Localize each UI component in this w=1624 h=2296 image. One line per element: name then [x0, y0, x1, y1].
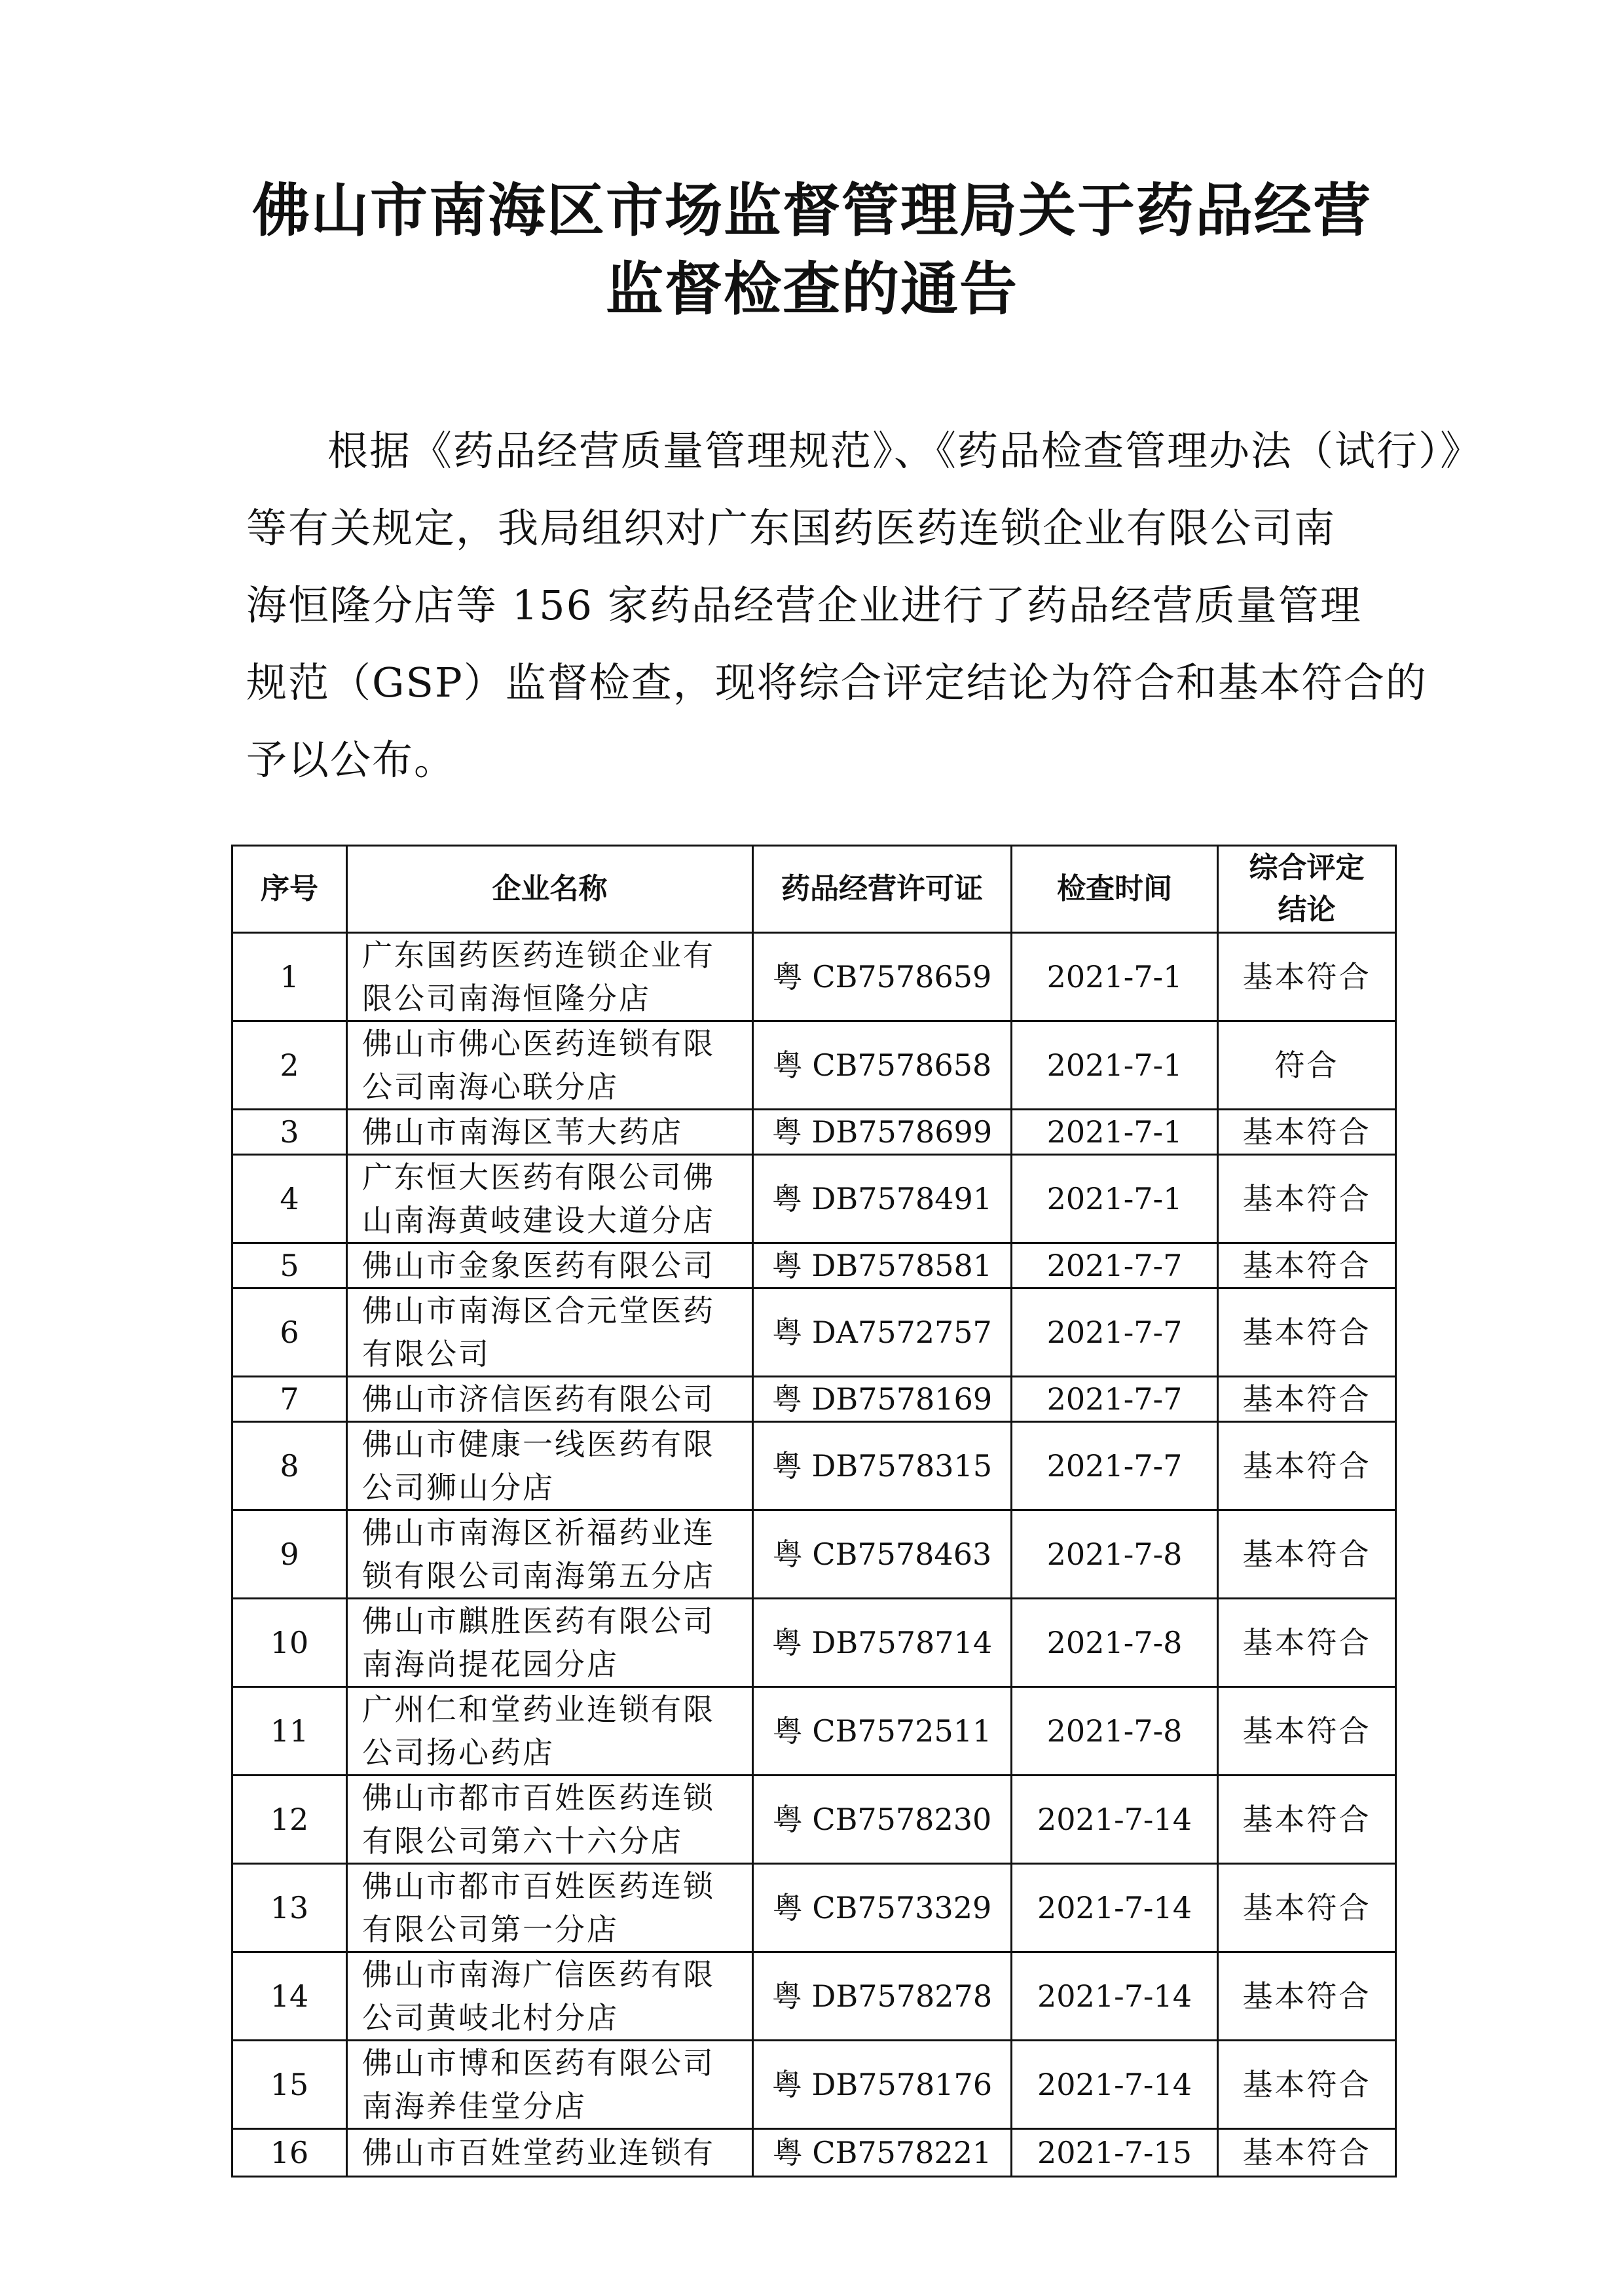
cell-date: 2021-7-14: [1012, 2041, 1218, 2129]
cell-name: [347, 1110, 753, 1155]
cell-name-line1: 佛山市南海区祈福药业连: [362, 1515, 715, 1550]
cell-name: [347, 2041, 753, 2129]
cell-no: 13: [232, 1864, 347, 1952]
cell-no: 2: [232, 1021, 347, 1110]
cell-result: 基本符合: [1218, 2041, 1396, 2129]
cell-license: 粤 DB7578169: [753, 1377, 1012, 1422]
cell-name-line1: 佛山市金象医药有限公司: [362, 1248, 715, 1283]
table-header-row: [232, 846, 1396, 933]
cell-name-line1: 佛山市南海区苇大药店: [362, 1114, 683, 1150]
cell-name: [347, 1021, 753, 1110]
cell-license: 粤 DB7578581: [753, 1243, 1012, 1288]
cell-result: 基本符合: [1218, 1422, 1396, 1510]
cell-license: 粤 CB7578221: [753, 2129, 1012, 2177]
table-row: [232, 1243, 1396, 1288]
cell-result: 符合: [1218, 1021, 1396, 1110]
title-line-1: 佛山市南海区市场监督管理局关于药品经营: [251, 177, 1372, 244]
cell-license: 粤 DB7578176: [753, 2041, 1012, 2129]
table-row: [232, 2041, 1396, 2129]
cell-no: 7: [232, 1377, 347, 1422]
cell-result: 基本符合: [1218, 2129, 1396, 2177]
cell-license: 粤 CB7573329: [753, 1864, 1012, 1952]
cell-name-line1: 广东恒大医药有限公司佛: [362, 1159, 715, 1195]
cell-no: 10: [232, 1599, 347, 1687]
cell-no: 9: [232, 1510, 347, 1599]
cell-license: 粤 DB7578699: [753, 1110, 1012, 1155]
table-row: [232, 2129, 1396, 2177]
cell-no: 12: [232, 1776, 347, 1864]
cell-date: 2021-7-15: [1012, 2129, 1218, 2177]
cell-result: 基本符合: [1218, 1288, 1396, 1377]
cell-name: [347, 1288, 753, 1377]
cell-result: 基本符合: [1218, 1599, 1396, 1687]
notice-paragraph: [246, 412, 1483, 799]
inspection-results-table: [231, 845, 1397, 2178]
cell-result: 基本符合: [1218, 1687, 1396, 1776]
cell-date: 2021-7-7: [1012, 1243, 1218, 1288]
cell-license: 粤 CB7578658: [753, 1021, 1012, 1110]
cell-date: 2021-7-1: [1012, 1110, 1218, 1155]
cell-name: [347, 1952, 753, 2041]
cell-name-line1: 佛山市麒胜医药有限公司: [362, 1603, 715, 1639]
cell-name-line2: 公司狮山分店: [362, 1470, 555, 1505]
table-row: [232, 1687, 1396, 1776]
cell-no: 15: [232, 2041, 347, 2129]
cell-no: 16: [232, 2129, 347, 2177]
table-row: [232, 1599, 1396, 1687]
cell-result: 基本符合: [1218, 1864, 1396, 1952]
cell-name-line2: 有限公司: [362, 1336, 490, 1372]
table-row: [232, 1377, 1396, 1422]
cell-date: 2021-7-8: [1012, 1599, 1218, 1687]
cell-date: 2021-7-7: [1012, 1377, 1218, 1422]
cell-name-line2: 公司南海心联分店: [362, 1069, 619, 1104]
cell-result: 基本符合: [1218, 1510, 1396, 1599]
cell-name-line2: 锁有限公司南海第五分店: [362, 1558, 715, 1594]
table-row: [232, 1155, 1396, 1243]
cell-name-line1: 广州仁和堂药业连锁有限: [362, 1692, 715, 1727]
cell-name: [347, 1377, 753, 1422]
cell-name-line2: 公司黄岐北村分店: [362, 2000, 619, 2035]
cell-name-line1: 佛山市济信医药有限公司: [362, 1381, 715, 1417]
cell-date: 2021-7-14: [1012, 1952, 1218, 2041]
cell-no: 5: [232, 1243, 347, 1288]
cell-date: 2021-7-1: [1012, 1021, 1218, 1110]
cell-name-line1: 佛山市佛心医药连锁有限: [362, 1026, 715, 1061]
cell-name-line2: 山南海黄岐建设大道分店: [362, 1203, 715, 1238]
cell-license: 粤 CB7578659: [753, 933, 1012, 1021]
paragraph-line: 根据《药品经营质量管理规范》、《药品检查管理办法（试行）》: [327, 427, 1483, 475]
cell-license: 粤 DB7578315: [753, 1422, 1012, 1510]
paragraph-line: 规范（GSP）监督检查，现将综合评定结论为符合和基本符合的: [246, 659, 1428, 706]
cell-name-line2: 有限公司第六十六分店: [362, 1823, 683, 1859]
cell-name-line1: 佛山市都市百姓医药连锁: [362, 1868, 715, 1904]
cell-name-line1: 佛山市博和医药有限公司: [362, 2045, 715, 2081]
cell-name: [347, 1776, 753, 1864]
cell-license: 粤 CB7578230: [753, 1776, 1012, 1864]
title-line-2: 监督检查的通告: [605, 255, 1018, 323]
table-row: [232, 1864, 1396, 1952]
header-result-line1: 综合评定: [1249, 851, 1365, 884]
cell-result: 基本符合: [1218, 1243, 1396, 1288]
header-result: [1218, 846, 1396, 933]
cell-no: 8: [232, 1422, 347, 1510]
table-body: [232, 933, 1396, 2177]
cell-name: [347, 1510, 753, 1599]
cell-license: 粤 DB7578714: [753, 1599, 1012, 1687]
cell-date: 2021-7-14: [1012, 1864, 1218, 1952]
cell-name-line2: 南海养佳堂分店: [362, 2088, 587, 2124]
cell-name-line1: 佛山市南海广信医药有限: [362, 1957, 715, 1992]
cell-name-line1: 佛山市都市百姓医药连锁: [362, 1780, 715, 1815]
cell-result: 基本符合: [1218, 1155, 1396, 1243]
table-row: [232, 1422, 1396, 1510]
table-row: [232, 1776, 1396, 1864]
cell-name-line2: 公司扬心药店: [362, 1735, 555, 1770]
cell-license: 粤 DB7578491: [753, 1155, 1012, 1243]
header-no: 序号: [232, 846, 347, 933]
cell-name: [347, 933, 753, 1021]
table-row: [232, 1110, 1396, 1155]
cell-name-line1: 佛山市百姓堂药业连锁有: [362, 2135, 715, 2170]
cell-name-line2: 南海尚提花园分店: [362, 1647, 619, 1682]
table-row: [232, 1021, 1396, 1110]
cell-date: 2021-7-7: [1012, 1288, 1218, 1377]
cell-date: 2021-7-1: [1012, 1155, 1218, 1243]
table-row: [232, 1952, 1396, 2041]
cell-license: 粤 DA7572757: [753, 1288, 1012, 1377]
cell-result: 基本符合: [1218, 933, 1396, 1021]
cell-name: [347, 1243, 753, 1288]
cell-date: 2021-7-1: [1012, 933, 1218, 1021]
cell-name: [347, 1864, 753, 1952]
paragraph-line: 等有关规定，我局组织对广东国药医药连锁企业有限公司南: [246, 504, 1337, 552]
paragraph-line: 海恒隆分店等 156 家药品经营企业进行了药品经营质量管理: [246, 581, 1362, 629]
table-row: [232, 1510, 1396, 1599]
cell-name-line2: 限公司南海恒隆分店: [362, 981, 651, 1016]
table-row: [232, 1288, 1396, 1377]
cell-date: 2021-7-14: [1012, 1776, 1218, 1864]
cell-no: 14: [232, 1952, 347, 2041]
cell-date: 2021-7-7: [1012, 1422, 1218, 1510]
table-row: [232, 933, 1396, 1021]
cell-result: 基本符合: [1218, 1110, 1396, 1155]
cell-name-line1: 佛山市健康一线医药有限: [362, 1427, 715, 1462]
cell-name: [347, 2129, 753, 2177]
cell-no: 4: [232, 1155, 347, 1243]
cell-name-line1: 佛山市南海区合元堂医药: [362, 1293, 715, 1328]
document-title: [0, 172, 1624, 329]
header-date: 检查时间: [1012, 846, 1218, 933]
cell-name-line1: 广东国药医药连锁企业有: [362, 938, 715, 973]
cell-date: 2021-7-8: [1012, 1687, 1218, 1776]
cell-no: 6: [232, 1288, 347, 1377]
cell-date: 2021-7-8: [1012, 1510, 1218, 1599]
header-name: 企业名称: [347, 846, 753, 933]
header-license: 药品经营许可证: [753, 846, 1012, 933]
cell-no: 1: [232, 933, 347, 1021]
cell-license: 粤 DB7578278: [753, 1952, 1012, 2041]
cell-name: [347, 1422, 753, 1510]
cell-result: 基本符合: [1218, 1776, 1396, 1864]
cell-license: 粤 CB7572511: [753, 1687, 1012, 1776]
cell-name: [347, 1687, 753, 1776]
paragraph-line: 予以公布。: [246, 736, 456, 784]
cell-result: 基本符合: [1218, 1377, 1396, 1422]
cell-name: [347, 1599, 753, 1687]
cell-result: 基本符合: [1218, 1952, 1396, 2041]
cell-no: 11: [232, 1687, 347, 1776]
header-result-line2: 结论: [1278, 893, 1336, 926]
cell-name: [347, 1155, 753, 1243]
cell-no: 3: [232, 1110, 347, 1155]
cell-license: 粤 CB7578463: [753, 1510, 1012, 1599]
cell-name-line2: 有限公司第一分店: [362, 1912, 619, 1947]
